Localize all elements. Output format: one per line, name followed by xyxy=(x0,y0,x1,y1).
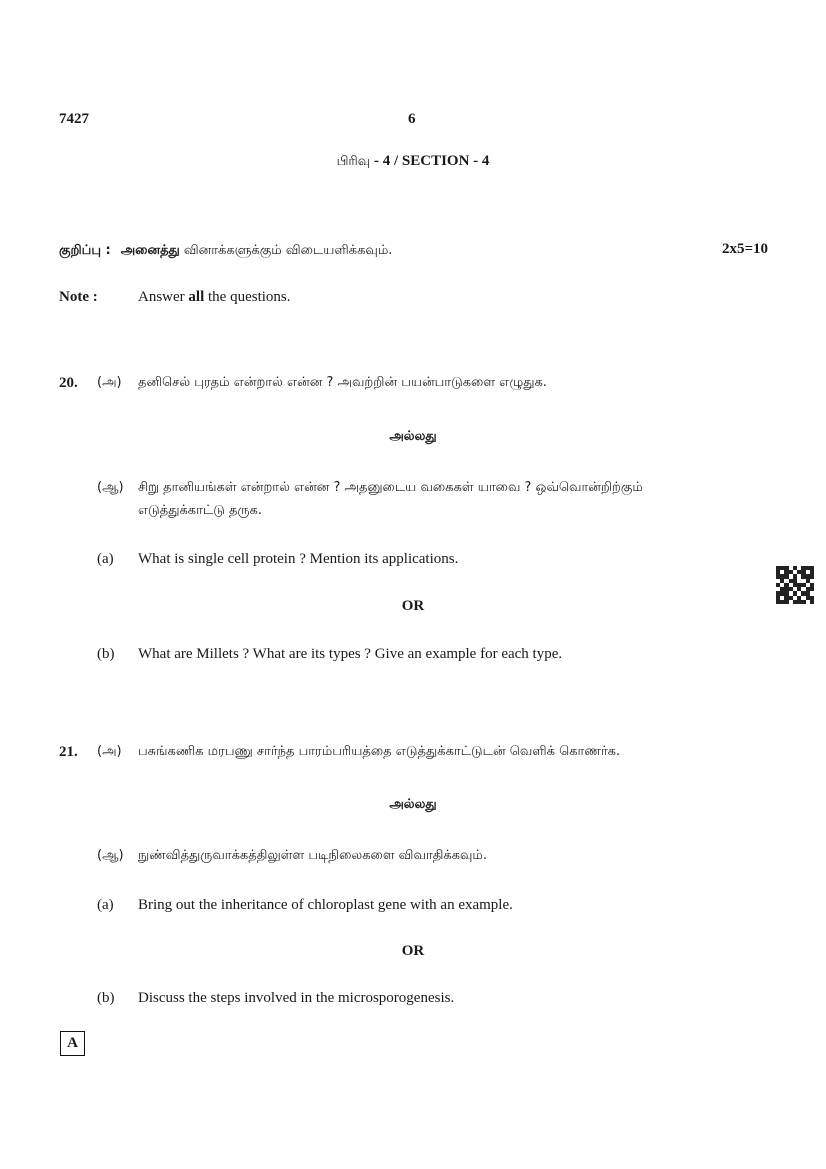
section-title-en: - 4 / SECTION - 4 xyxy=(370,153,490,169)
option-marker: (a) xyxy=(97,897,114,913)
qr-code xyxy=(776,566,814,604)
note-text-en-post: the questions. xyxy=(208,289,291,305)
question-number: 20. xyxy=(59,375,78,391)
question-text-ta: சிறு தானியங்கள் என்றால் என்ன ? அதனுடைய வகைகள் யாவை ? ஒவ்வொன்றிற்கும் xyxy=(138,480,643,495)
question-text-ta: தனிசெல் புரதம் என்றால் என்ன ? அவற்றின் பயன்பாடுகளை எழுதுக. xyxy=(138,375,547,390)
option-marker: (அ) xyxy=(97,375,122,390)
note-bold-ta: அனைத்து xyxy=(120,243,180,258)
option-marker: (அ) xyxy=(97,744,122,759)
note-text-en-bold: all xyxy=(188,289,205,305)
option-marker: (b) xyxy=(97,990,115,1006)
question-text-en: Discuss the steps involved in the microsporogenesis. xyxy=(138,990,455,1006)
question-text-ta-continued: எடுத்துக்காட்டு தருக. xyxy=(138,503,262,518)
question-number: 21. xyxy=(59,744,78,760)
note-text-ta: வினாக்களுக்கும் விடையளிக்கவும். xyxy=(183,243,393,258)
option-marker: (a) xyxy=(97,551,114,567)
option-marker: (ஆ) xyxy=(97,480,124,495)
section-title xyxy=(0,152,826,170)
page-number: 6 xyxy=(408,111,416,127)
note-ta xyxy=(59,241,392,259)
section-title-ta: பிரிவு xyxy=(336,154,371,169)
or-divider-ta: அல்லது xyxy=(389,797,437,812)
or-divider-en: OR xyxy=(401,943,425,959)
or-divider-en: OR xyxy=(401,598,425,614)
question-text-ta: பசுங்கணிக மரபணு சார்ந்த பாரம்பரியத்தை எடுத்துக்காட்டுடன் வெளிக் கொணர்க. xyxy=(138,744,621,759)
note-text-en-pre: Answer xyxy=(138,289,185,305)
question-text-en: What are Millets ? What are its types ? Give an example for each type. xyxy=(138,646,563,662)
question-text-en: Bring out the inheritance of chloroplast gene with an example. xyxy=(138,897,513,913)
marks: 2x5=10 xyxy=(721,241,768,257)
question-text-en: What is single cell protein ? Mention its applications. xyxy=(138,551,459,567)
option-marker: (ஆ) xyxy=(97,848,124,863)
version-box: A xyxy=(60,1031,85,1056)
note-label-en: Note : xyxy=(59,289,98,305)
or-divider-ta: அல்லது xyxy=(389,429,437,444)
paper-code: 7427 xyxy=(59,111,89,127)
note-text-en xyxy=(138,289,291,306)
note-label-ta: குறிப்பு : xyxy=(59,243,111,258)
question-text-ta: நுண்வித்துருவாக்கத்திலுள்ள படிநிலைகளை விவாதிக்கவும். xyxy=(138,848,488,863)
option-marker: (b) xyxy=(97,646,115,662)
